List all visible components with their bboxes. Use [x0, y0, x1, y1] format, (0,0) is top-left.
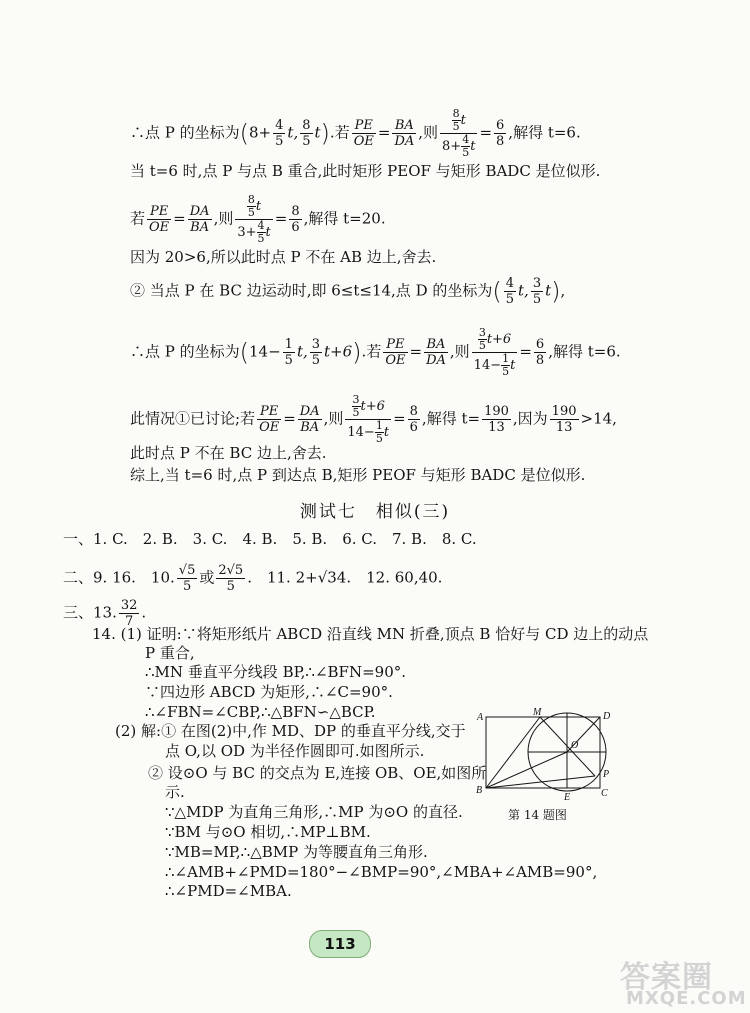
watermark-url: MXQE.COM: [626, 988, 747, 1009]
text: ∴点 P 的坐标为: [130, 342, 240, 361]
q14-line-1: 14. (1) 证明:∵将矩形纸片 ABCD 沿直线 MN 折叠,顶点 B 恰好与 CD 边上的动点: [92, 625, 649, 643]
text: >14,: [580, 409, 617, 428]
text: 若: [130, 209, 146, 228]
solution-line-5: ② 当点 P 在 BC 边运动时,即 6≤t≤14,点 D 的坐标为( $\frac{4}{5}$ t, $\frac{3}{5}$ t),: [130, 276, 566, 307]
text: t: [545, 281, 552, 300]
text: 此情况①已讨论;若: [130, 409, 256, 428]
label-b: B: [476, 785, 483, 796]
text: ,解得 t=6.: [548, 342, 621, 361]
fraction: $\frac{3}{5}$: [532, 276, 542, 307]
text: 二、9. 16. 10.: [63, 568, 175, 587]
watermark-text: 答案圈: [620, 960, 713, 995]
text: ∴点 P 的坐标为: [130, 123, 240, 142]
text: t,: [296, 342, 308, 361]
q14-line-7: 点 O,以 OD 为半径作圆即可.如图所示.: [165, 742, 425, 760]
q14-line-14: ∴∠PMD=∠MBA.: [165, 882, 292, 900]
text: 若: [334, 123, 350, 142]
text: ,则: [323, 409, 344, 428]
segment-bp: [486, 776, 595, 788]
q14-line-5: ∴∠FBN=∠CBP,∴△BFN∽△BCP.: [145, 703, 376, 721]
q14-line-8: ② 设⊙O 与 BC 的交点为 E,连接 OB、OE,如图所: [148, 764, 487, 782]
text: ,解得 t=6.: [508, 123, 581, 142]
watermark-logo: [612, 952, 750, 1010]
q14-line-12: ∵MB=MP,∴△BMP 为等腰直角三角形.: [165, 843, 428, 861]
text: ,则: [213, 209, 234, 228]
text: ,则: [418, 123, 439, 142]
solution-line-8: 此时点 P 不在 BC 边上,舍去.: [130, 444, 327, 462]
text: ② 当点 P 在 BC 边运动时,即 6≤t≤14,点 D 的坐标为: [130, 281, 493, 300]
text: 或: [199, 568, 215, 587]
fraction: $\frac{PE}{OE}$: [259, 404, 280, 435]
segment-bo: [486, 752, 567, 788]
label-d: D: [603, 711, 611, 722]
complex-fraction: $\frac{8}{5}$ t 3+ $\frac{4}{5}$ t: [237, 193, 271, 245]
label-e: E: [564, 792, 571, 803]
text: .: [141, 603, 147, 622]
label-c: C: [601, 788, 608, 799]
text: ,: [560, 281, 566, 300]
text: t+6: [324, 342, 353, 361]
label-a: A: [477, 712, 484, 723]
fraction: $\frac{8}{5}$: [302, 118, 311, 149]
solution-line-6: ∴点 P 的坐标为(14− $\frac{1}{5}$ t, $\frac{3}{5}$ t+6).若 $\frac{PE}{OE}$ = $\frac{BA}{DA}$ ,则 $\frac{3}{5}$ t+6 14− $\frac{1}{5}$ t = $\frac{6}{8}$ ,解得 t=6.: [130, 326, 621, 378]
complex-fraction: $\frac{3}{5}$ t+6 14− $\frac{1}{5}$ t: [473, 326, 516, 378]
solution-line-7: 此情况①已讨论;若 $\frac{PE}{OE}$ = $\frac{DA}{BA}$ ,则 $\frac{3}{5}$ t+6 14− $\frac{1}{5}$ t = $\frac{8}{6}$ ,解得 t= $\frac{190}{13}$ ,因为 $\frac{190}{13}$ >14,: [130, 393, 617, 445]
label-p: P: [603, 769, 610, 780]
q14-line-11: ∵BM 与⊙O 相切,∴MP⊥BM.: [165, 823, 371, 841]
label-m: M: [533, 707, 542, 718]
fraction: $\frac{2√5}{5}$: [218, 563, 244, 594]
answer-row-1: 一、1. C. 2. B. 3. C. 4. B. 5. B. 6. C. 7. B. 8. C.: [63, 530, 477, 548]
q14-line-9: 示.: [165, 783, 185, 801]
q14-line-13: ∴∠AMB+∠PMD=180°−∠BMP=90°,∠MBA+∠AMB=90°,: [165, 863, 598, 881]
text: 14−: [249, 342, 281, 361]
section-title: 测试七 相似(三): [299, 502, 451, 522]
complex-fraction: $\frac{3}{5}$ t+6 14− $\frac{1}{5}$ t: [347, 393, 390, 445]
q14-line-10: ∵△MDP 为直角三角形,∴MP 为⊙O 的直径.: [165, 803, 463, 821]
fraction: $\frac{1}{5}$: [284, 337, 293, 368]
fraction: $\frac{4}{5}$: [275, 118, 284, 149]
solution-line-3: 若 $\frac{PE}{OE}$ = $\frac{DA}{BA}$ ,则 $\frac{8}{5}$ t 3+ $\frac{4}{5}$ t = $\frac{8}{6}$ ,解得 t=20.: [130, 193, 386, 245]
fraction: $\frac{4}{5}$: [505, 276, 515, 307]
text: ,解得 t=20.: [303, 209, 386, 228]
fraction: $\frac{6}{8}$: [496, 118, 505, 149]
fraction: $\frac{PE}{OE}$: [385, 337, 406, 368]
text: 三、13.: [63, 603, 117, 622]
fraction: $\frac{PE}{OE}$: [353, 118, 374, 149]
figure-caption: 第 14 题图: [508, 808, 567, 822]
solution-line-2: 当 t=6 时,点 P 与点 B 重合,此时矩形 PEOF 与矩形 BADC 是位似形.: [130, 162, 601, 180]
fraction: $\frac{8}{6}$: [409, 404, 418, 435]
solution-line-9: 综上,当 t=6 时,点 P 到达点 B,矩形 PEOF 与矩形 BADC 是位似形.: [130, 466, 586, 484]
page-number: 113: [309, 930, 371, 958]
fraction: $\frac{190}{13}$: [484, 404, 509, 435]
fraction: $\frac{DA}{BA}$: [189, 204, 210, 235]
solution-line-1: ∴点 P 的坐标为(8+ $\frac{4}{5}$ t, $\frac{8}{5}$ t).若 $\frac{PE}{OE}$ = $\frac{BA}{DA}$ ,则 $\frac{8}{5}$ t 8+ $\frac{4}{5}$ t = $\frac{6}{8}$ ,解得 t=6.: [130, 107, 581, 159]
answer-row-2: [63, 563, 442, 594]
fraction: $\frac{32}{7}$: [120, 598, 138, 629]
q14-line-6: (2) 解:① 在图(2)中,作 MD、DP 的垂直平分线,交于: [115, 722, 466, 740]
fraction: $\frac{BA}{DA}$: [426, 337, 446, 368]
fraction: $\frac{PE}{OE}$: [149, 204, 170, 235]
solution-line-4: 因为 20>6,所以此时点 P 不在 AB 边上,舍去.: [130, 248, 437, 266]
text: 若: [366, 342, 382, 361]
fraction: $\frac{6}{8}$: [535, 337, 545, 368]
fraction: $\frac{BA}{DA}$: [394, 118, 415, 149]
fraction: $\frac{DA}{BA}$: [299, 404, 320, 435]
text: ,则: [449, 342, 470, 361]
q14-line-2: P 重合,: [145, 644, 195, 662]
text: t,: [518, 281, 529, 300]
text: ,因为: [512, 409, 548, 428]
text: ,解得 t=: [421, 409, 481, 428]
fraction: $\frac{190}{13}$: [551, 404, 577, 435]
text: 8+: [249, 123, 272, 142]
complex-fraction: $\frac{8}{5}$ t 8+ $\frac{4}{5}$ t: [442, 107, 476, 159]
text: t: [314, 123, 321, 142]
q14-line-4: ∵四边形 ABCD 为矩形,∴∠C=90°.: [145, 683, 393, 701]
fraction: $\frac{8}{6}$: [291, 204, 300, 235]
fraction: $\frac{√5}{5}$: [178, 563, 196, 594]
text: t,: [287, 123, 299, 142]
fraction: $\frac{3}{5}$: [311, 337, 321, 368]
q14-line-3: ∴MN 垂直平分线段 BP,∴∠BFN=90°.: [145, 663, 406, 681]
label-o: O: [571, 740, 579, 751]
text: . 11. 2+√34. 12. 60,40.: [247, 568, 443, 587]
